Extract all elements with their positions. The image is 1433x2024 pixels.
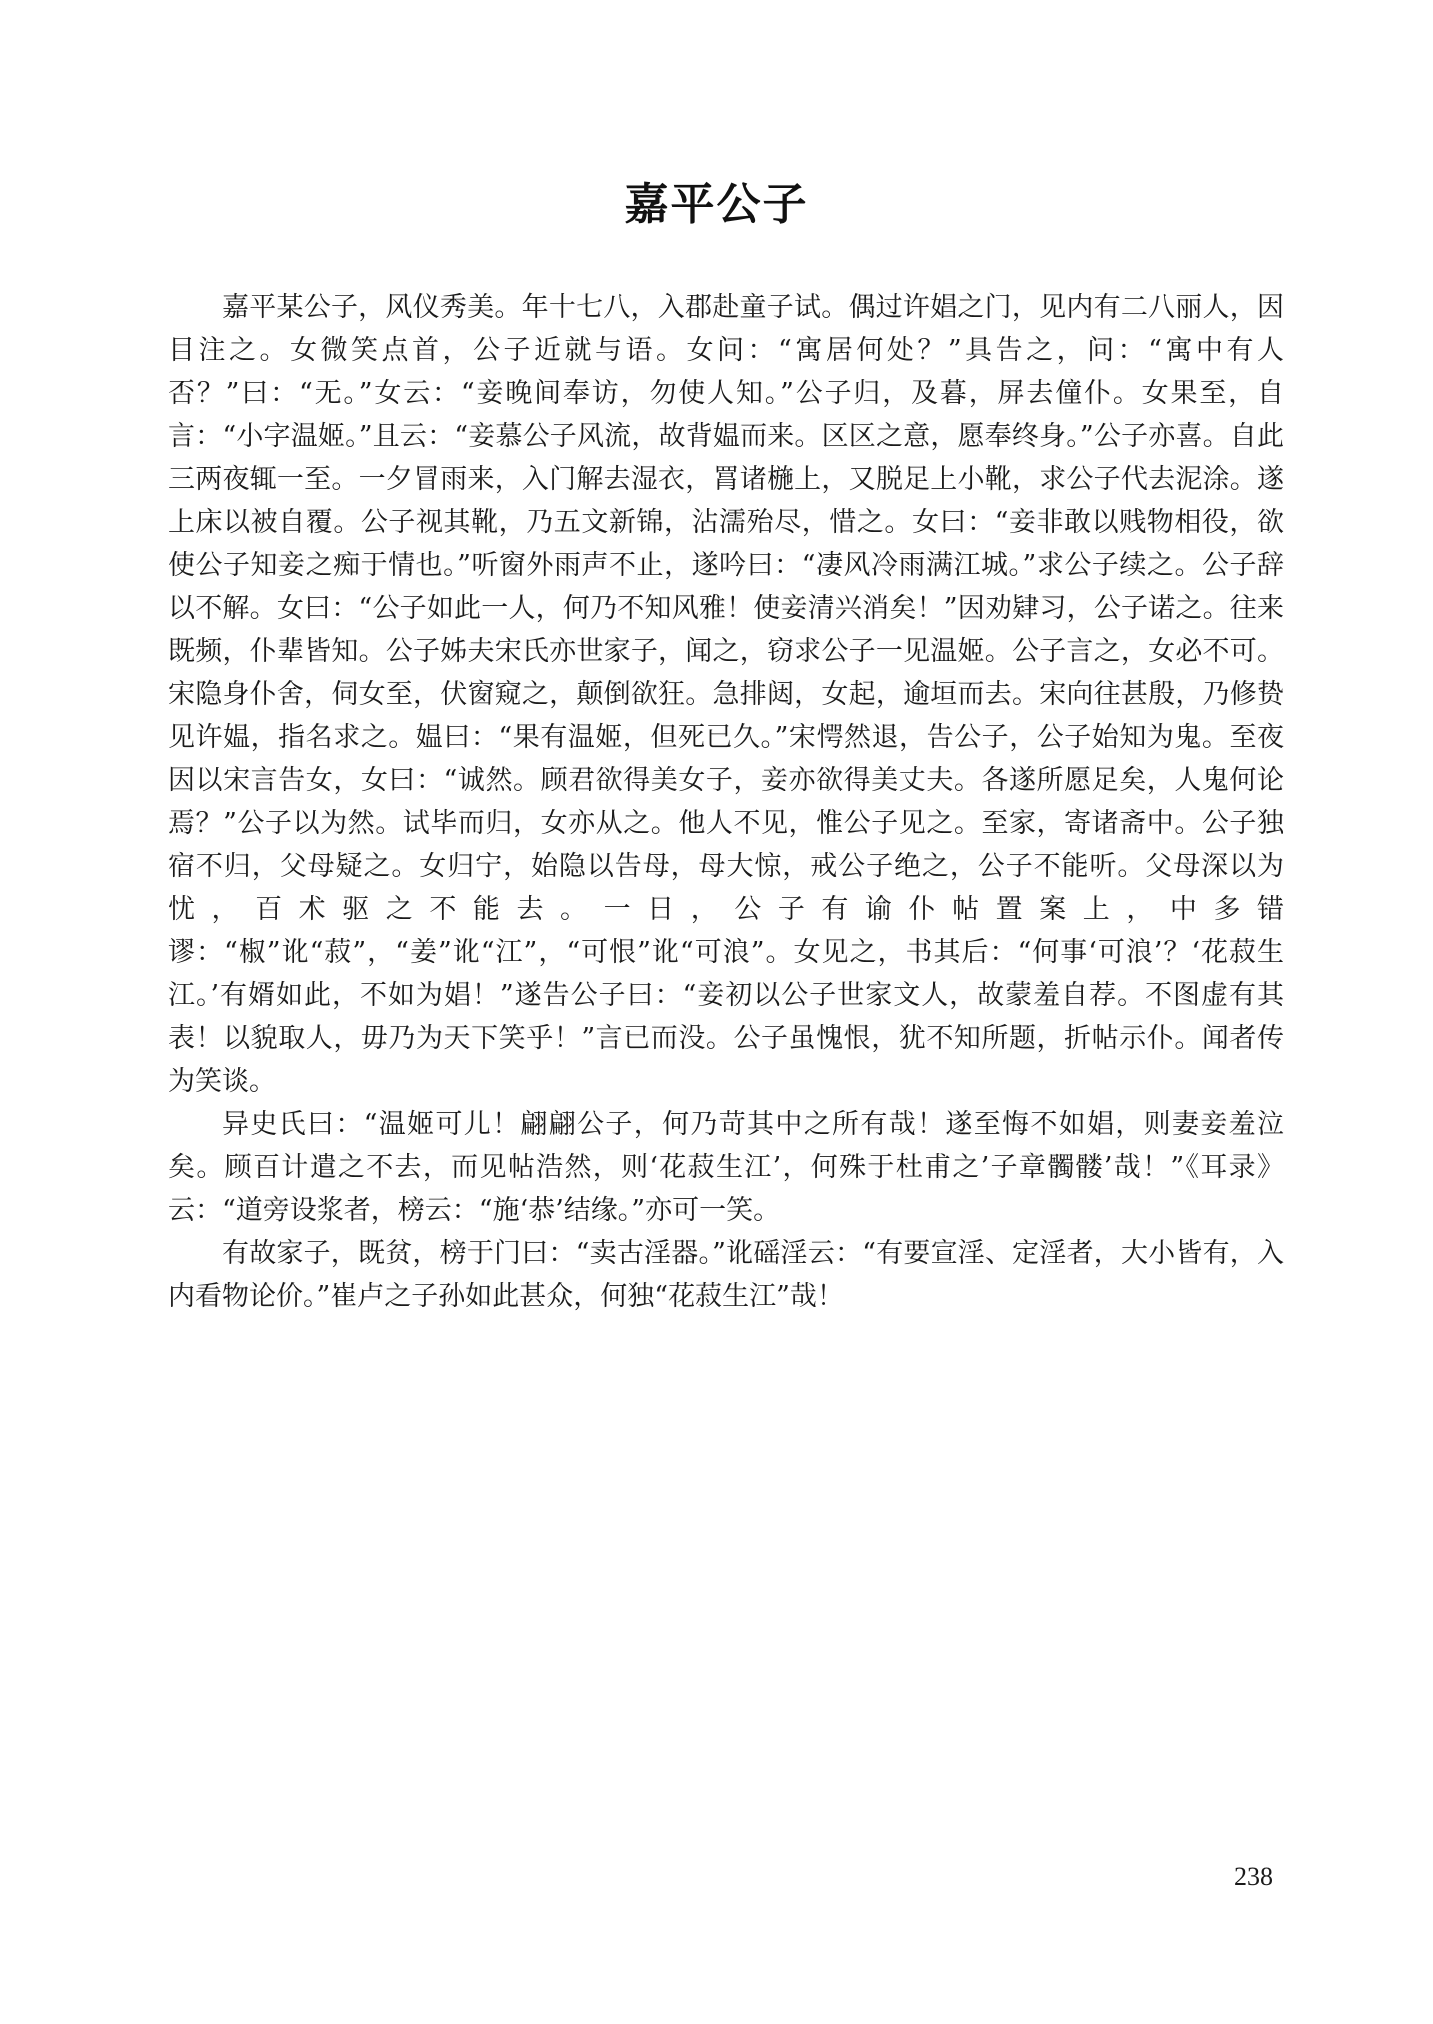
page-number: 238 — [1234, 1862, 1273, 1891]
paragraph-main-story: 嘉平某公子，风仪秀美。年十七八，入郡赴童子试。偶过许娼之门，见内有二八丽人，因目注之。女微笑点首，公子近就与语。女问：“寓居何处？”具告之，问：“寓中有人否？”曰：“无。”女云：“妾晚间奉访，勿使人知。”公子归，及暮，屏去僮仆。女果至，自言：“小字温姬。”且云：“妾慕公子风流，故背媪而来。区区之意，愿奉终身。”公子亦喜。自此三两夜辄一至。一夕冒雨来，入门解去湿衣，罥诸椸上，又脱足上小靴，求公子代去泥涂。遂上床以被自覆。公子视其靴，乃五文新锦，沾濡殆尽，惜之。女曰：“妾非敢以贱物相役，欲使公子知妾之痴于情也。”听窗外雨声不止，遂吟曰：“凄风冷雨满江城。”求公子续之。公子辞以不解。女曰：“公子如此一人，何乃不知风雅！使妾清兴消矣！”因劝肄习，公子诺之。往来既频，仆辈皆知。公子姊夫宋氏亦世家子，闻之，窃求公子一见温姬。公子言之，女必不可。宋隐身仆舍，伺女至，伏窗窥之，颠倒欲狂。急排闼，女起，逾垣而去。宋向往甚殷，乃修贽见许媪，指名求之。媪曰：“果有温姬，但死已久。”宋愕然退，告公子，公子始知为鬼。至夜因以宋言告女，女曰：“诚然。顾君欲得美女子，妾亦欲得美丈夫。各遂所愿足矣，人鬼何论焉？”公子以为然。试毕而归，女亦从之。他人不见，惟公子见之。至家，寄诸斋中。公子独宿不归，父母疑之。女归宁，始隐以告母，母大惊，戒公子绝之，公子不能听。父母深以为忧，百术驱之不能去。一日，公子有谕仆帖置案上，中多错谬：“椒”讹“菽”，“姜”讹“江”，“可恨”讹“可浪”。女见之，书其后：“何事‘可浪’？‘花菽生江。’有婿如此，不如为娼！”遂告公子曰：“妾初以公子世家文人，故蒙羞自荐。不图虚有其表！以貌取人，毋乃为天下笑乎！”言已而没。公子虽愧恨，犹不知所题，折帖示仆。闻者传为笑谈。 — [168, 292, 1284, 1097]
paragraph-commentary: 异史氏曰：“温姬可儿！翩翩公子，何乃苛其中之所有哉！遂至悔不如娼，则妻妾羞泣矣。顾百计遣之不去，而见帖浩然，则‘花菽生江’，何殊于杜甫之’子章髑髅’哉！”《耳录》云：“道旁设浆者，榜云：“施‘恭’结缘。”亦可一笑。 — [168, 1109, 1284, 1226]
body-text — [168, 286, 1284, 1318]
page-title: 嘉平公子 — [624, 179, 809, 230]
paragraph-anecdote: 有故家子，既贫，榜于门曰：“卖古淫器。”讹磘淫云：“有要宣淫、定淫者，大小皆有，入内看物论价。”崔卢之子孙如此甚众，何独“花菽生江”哉！ — [168, 1238, 1284, 1312]
